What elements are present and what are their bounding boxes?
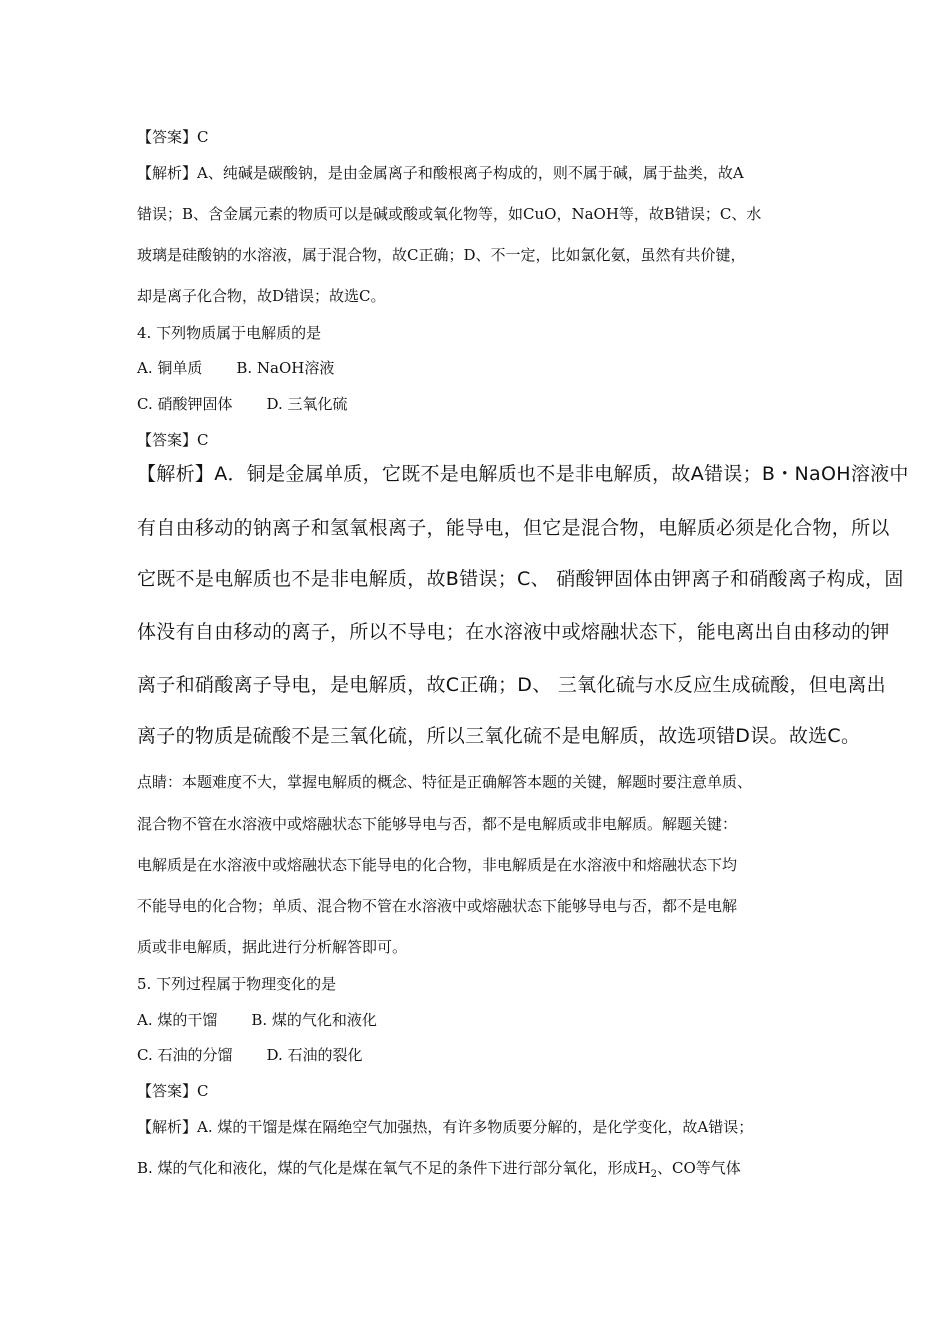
q5-option-d: D. 石油的裂化	[266, 1046, 363, 1064]
q5-explanation-line-2-text: B. 煤的气化和液化，煤的气化是煤在氧气不足的条件下进行部分氧化，形成H	[137, 1159, 651, 1177]
q4-note-line-5: 质或非电解质，据此进行分析解答即可。	[137, 938, 408, 956]
q3-explanation-line-1: 【解析】A、纯碱是碳酸钠，是由金属离子和酸根离子构成的，则不属于碱，属于盐类，故A	[137, 164, 744, 182]
q4-option-d: D. 三氧化硫	[266, 395, 348, 413]
q4-explanation-line-1: 【解析】A．铜是金属单质，它既不是电解质也不是非电解质，故A错误；B・NaOH溶液中	[137, 463, 909, 485]
q4-explanation-line-2: 有自由移动的钠离子和氢氧根离子，能导电，但它是混合物，电解质必须是化合物，所以	[137, 517, 890, 539]
q4-explanation-line-6: 离子的物质是硫酸不是三氧化硫，所以三氧化硫不是电解质，故选项错D误。故选C。	[137, 725, 861, 747]
q3-answer: 【答案】C	[137, 128, 209, 146]
q4-explanation-line-4: 体没有自由移动的离子，所以不导电；在水溶液中或熔融状态下，能电离出自由移动的钾	[137, 621, 890, 643]
q3-explanation-line-2: 错误；B、含金属元素的物质可以是碱或酸或氧化物等，如CuO，NaOH等，故B错误；C、水	[137, 205, 762, 223]
q4-explanation-line-5: 离子和硝酸离子导电，是电解质，故C正确；D、 三氧化硫与水反应生成硫酸，但电离出	[137, 674, 886, 696]
q4-stem: 4. 下列物质属于电解质的是	[137, 324, 322, 342]
q5-answer: 【答案】C	[137, 1082, 209, 1100]
q5-option-b: B. 煤的气化和液化	[251, 1011, 377, 1029]
q4-answer: 【答案】C	[137, 431, 209, 449]
q3-explanation-line-4: 却是离子化合物，故D错误；故选C。	[137, 287, 386, 305]
q5-option-a: A. 煤的干馏	[137, 1011, 218, 1029]
q5-explanation-line-1: 【解析】A. 煤的干馏是煤在隔绝空气加强热，有许多物质要分解的，是化学变化，故A错误；	[137, 1118, 754, 1136]
q4-explanation-line-3: 它既不是电解质也不是非电解质，故B错误；C、 硝酸钾固体由钾离子和硝酸离子构成，固	[137, 568, 904, 590]
q4-option-c: C. 硝酸钾固体	[137, 395, 233, 413]
q4-note-line-3: 电解质是在水溶液中或熔融状态下能导电的化合物，非电解质是在水溶液中和熔融状态下均	[137, 856, 738, 874]
q4-options-row-1	[137, 358, 334, 378]
q5-stem: 5. 下列过程属于物理变化的是	[137, 975, 337, 993]
q5-options-row-1	[137, 1010, 377, 1030]
q4-note-line-4: 不能导电的化合物；单质、混合物不管在水溶液中或熔融状态下能够导电与否，都不是电解	[137, 897, 738, 915]
q4-option-a: A. 铜单质	[137, 359, 203, 377]
q4-option-b: B. NaOH溶液	[236, 359, 335, 377]
q4-note-line-1: 点睛：本题难度不大，掌握电解质的概念、特征是正确解答本题的关键，解题时要注意单质、	[137, 773, 753, 791]
q5-option-c: C. 石油的分馏	[137, 1046, 233, 1064]
q4-note-line-2: 混合物不管在水溶液中或熔融状态下能够导电与否，都不是电解质或非电解质。解题关键：	[137, 815, 738, 833]
q5-explanation-line-2	[137, 1158, 741, 1185]
q4-options-row-2	[137, 394, 348, 414]
q5-options-row-2	[137, 1045, 363, 1065]
h2-subscript: 2	[650, 1169, 658, 1180]
q5-explanation-line-2-tail: 、CO等气体	[657, 1159, 741, 1177]
q3-explanation-line-3: 玻璃是硅酸钠的水溶液，属于混合物，故C正确；D、不一定，比如氯化氨，虽然有共价键，	[137, 246, 746, 264]
